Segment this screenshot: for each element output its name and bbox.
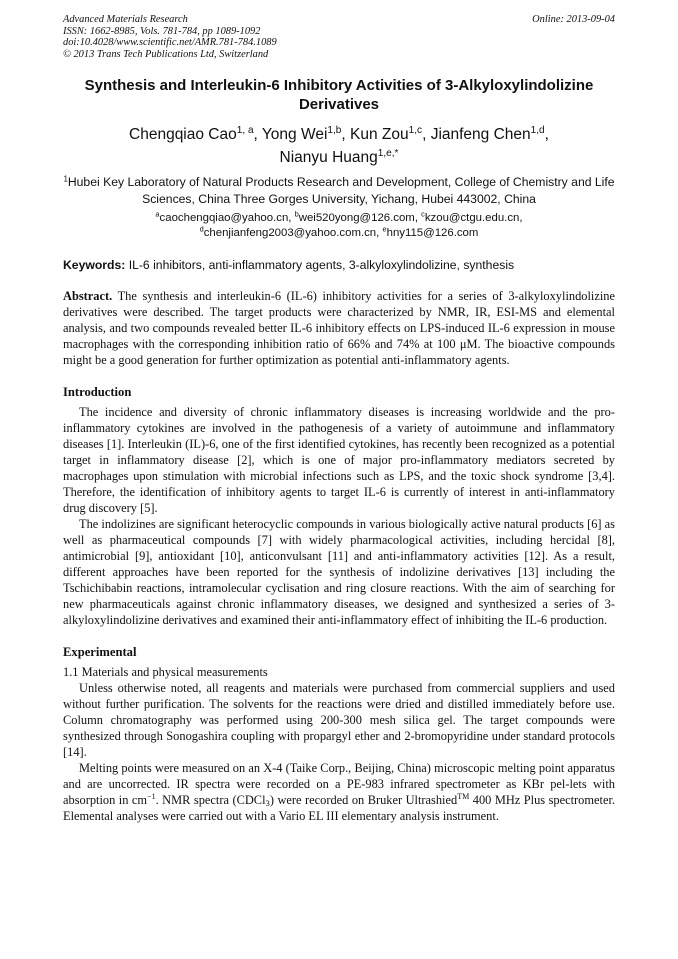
keywords-label: Keywords: [63, 258, 126, 273]
email-separator: , [414, 212, 422, 225]
author-list [63, 123, 615, 169]
text-run: 400 MHz Plus spectrometer. Elemental analyses were carried out with a Vario EL III elementary analysis instrument. [63, 793, 616, 824]
email-mark: e [382, 224, 387, 234]
author-separator: , [253, 126, 262, 144]
author-name: Kun Zou [350, 126, 409, 144]
email-address: caochengqiao@yahoo.cn [159, 212, 289, 225]
author-separator: , [544, 126, 549, 144]
paragraph: Unless otherwise noted, all reagents and materials were purchased from commercial suppliers and used without further purification. The solvents for the reactions were dried and distilled immediately before use. Column chromatography was performed using 200-300 mesh silica gel. The target compounds were synthesized through Sonogashira coupling with propargyl ether and 2-bromopyridine under standard protocols [14]. [63, 681, 615, 760]
author-name: Nianyu Huang [279, 149, 378, 167]
affiliation-text: Hubei Key Laboratory of Natural Products Research and Development, College of Chemistry and Life Sciences, China Three Gorges University, Yichang, Hubei 443002, China [67, 175, 615, 206]
section-heading-introduction: Introduction [63, 385, 132, 400]
experimental-body [63, 680, 615, 824]
email-mark: a [155, 209, 160, 219]
email-address: hny115@126.com [386, 227, 479, 240]
superscript: TM [457, 792, 470, 802]
affiliation [63, 174, 615, 207]
paragraph: The indolizines are significant heterocyclic compounds in various biologically active natural products [6] as well as pharmaceutical compounds [7] with widely pharmacological activities, including hercidal [8], antimicrobial [9], antioxidant [10], anticonvulsant [11] and anti-inflammatory activities [12]. As a result, different approaches have been reported for the synthesis of indolizine derivatives [13] including the Tschichibabin reactions, intramolecular cyclisation and ring closure reactions. With the aim of searching for new pharmaceuticals against chronic inflammatory diseases, we designed and synthesized a series of 3-alkyloxylindolizine derivatives and examined their anti-inflammatory effect of inhibiting the IL-6 production. [63, 517, 615, 628]
text-run: Melting points were measured on an X-4 (Taike Corp., Beijing, China) microscopic melting point apparatus and are uncorrected. IR spectra were recorded on a PE-983 infrared spectrometer as KBr pel-lets with absorption in cm [63, 761, 615, 808]
email-mark: c [421, 209, 425, 219]
author-name: Yong Wei [261, 126, 328, 144]
paragraph [63, 760, 615, 824]
keywords-text: IL-6 inhibitors, anti-inflammatory agents, 3-alkyloxylindolizine, synthesis [125, 258, 515, 273]
author-affiliation-mark: 1,c [408, 125, 423, 137]
superscript: −1 [147, 792, 156, 802]
author-separator: , [341, 126, 351, 144]
doi-line: doi:10.4028/www.scientific.net/AMR.781-784.1089 [63, 37, 277, 49]
copyright-line: © 2013 Trans Tech Publications Ltd, Switzerland [63, 48, 269, 60]
paper-title: Synthesis and Interleukin-6 Inhibitory Activities of 3-Alkyloxylindolizine Derivatives [84, 77, 594, 114]
abstract [63, 288, 615, 368]
journal-header [63, 14, 615, 60]
email-separator: , [376, 227, 383, 240]
paper-page [63, 14, 615, 824]
author-affiliation-mark: 1, a [236, 125, 254, 137]
email-separator: , [288, 212, 295, 225]
section-heading-experimental: Experimental [63, 645, 137, 660]
author-affiliation-mark: 1,b [327, 125, 342, 137]
email-address: wei520yong@126.com [298, 212, 415, 225]
subscript: 3 [265, 798, 270, 809]
introduction-body [63, 404, 615, 628]
paragraph: The incidence and diversity of chronic inflammatory diseases is increasing worldwide and the pro-inflammatory cytokines are involved in the pathogenesis of a variety of autoimmune and inflammatory diseases [1]. Interleukin (IL)-6, one of the first identified cytokines, has recently been recognized as a potential target in inflammatory disease [2], which is one of major pro-inflammatory mediators secreted by macrophages upon stimulation with microbial infections such as LPS, and the toxic shock syndrome [3,4]. Therefore, the identification of inhibitory agents to target IL-6 is currently of interest in anti-inflammatory drug discovery [5]. [63, 405, 615, 516]
author-separator: , [422, 126, 431, 144]
affiliation-mark: 1 [63, 174, 68, 184]
email-mark: b [294, 209, 299, 219]
email-separator: , [519, 212, 523, 225]
keywords [63, 258, 615, 273]
issn-line: ISSN: 1662-8985, Vols. 781-784, pp 1089-1092 [63, 25, 261, 37]
author-affiliation-mark: 1,d [530, 125, 545, 137]
author-affiliation-mark: 1,e,* [377, 148, 399, 160]
email-mark: d [199, 224, 204, 234]
email-address: chenjianfeng2003@yahoo.com.cn [203, 227, 377, 240]
online-date: Online: 2013-09-04 [532, 14, 615, 25]
text-run: ) were recorded on Bruker Ultrashied [269, 793, 458, 808]
text-run: . NMR spectra (CDCl [155, 793, 266, 808]
abstract-label: Abstract. [63, 289, 113, 304]
author-name: Jianfeng Chen [430, 126, 531, 144]
journal-name: Advanced Materials Research [63, 14, 188, 25]
email-address: kzou@ctgu.edu.cn [424, 212, 520, 225]
author-name: Chengqiao Cao [129, 126, 237, 144]
subsection-heading: 1.1 Materials and physical measurements [63, 665, 268, 680]
abstract-text: The synthesis and interleukin-6 (IL-6) inhibitory activities for a series of 3-alkyloxylindolizine derivatives were described. The target products were characterized by NMR, IR, ESI-MS and elemental analysis, and two compounds revealed better IL-6 inhibitory effects on LPS-induced IL-6 expression in mouse macrophages with the corresponding inhibition ratio of 66% and 74% at 100 μM. The bioactive compounds might be a good generation for further optimization as potential anti-inflammatory agents. [63, 289, 615, 368]
email-list [63, 211, 615, 241]
